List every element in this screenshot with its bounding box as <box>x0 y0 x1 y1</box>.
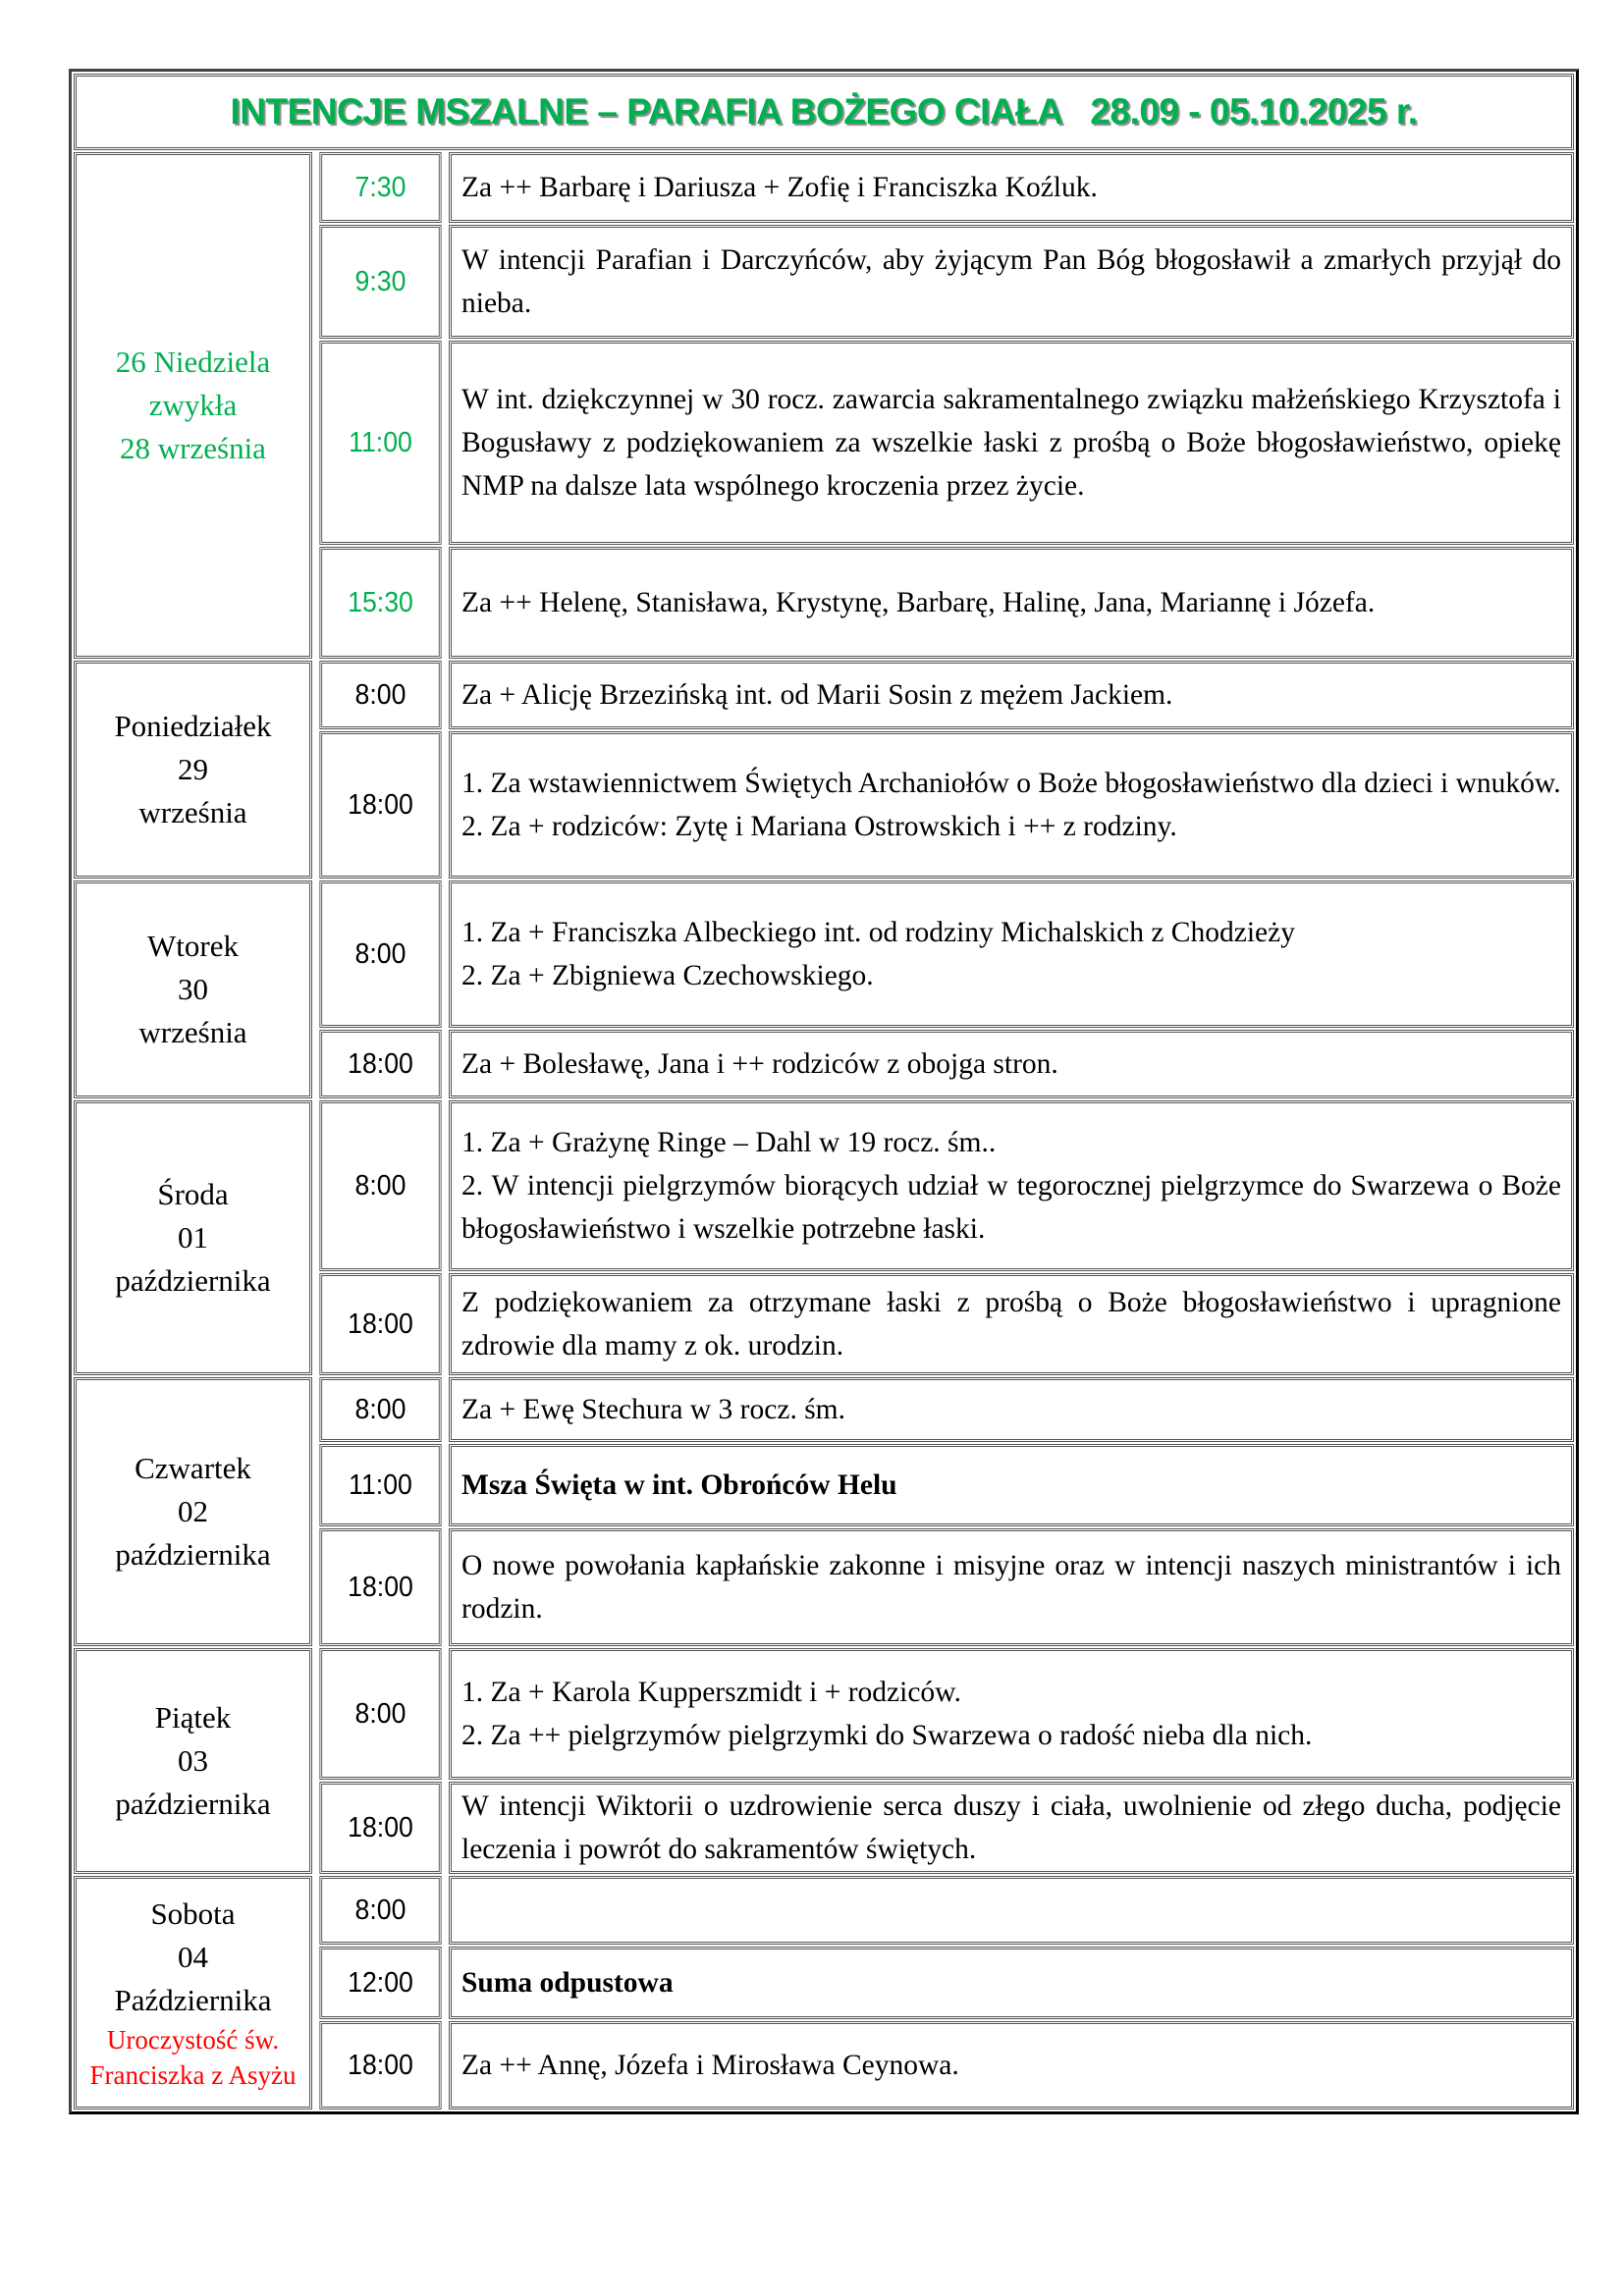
mass-intention: Za + Ewę Stechura w 3 rocz. śm. <box>449 1377 1574 1442</box>
mass-row <box>74 1100 1574 1271</box>
mass-row <box>74 661 1574 729</box>
day-label <box>74 1876 312 2109</box>
mass-time: 9:30 <box>319 225 441 339</box>
mass-intention: Za + Bolesławę, Jana i ++ rodziców z obojga stron. <box>449 1030 1574 1098</box>
intentions-sheet <box>69 69 1579 2114</box>
mass-intention <box>449 1648 1574 1780</box>
mass-time: 11:00 <box>319 341 441 545</box>
day-label-line: 03 <box>178 1743 208 1778</box>
day-label-line: Czwartek <box>135 1451 251 1485</box>
intention-item: 2. W intencji pielgrzymów biorących udział w tegorocznej pielgrzymce do Swarzewa o Boże błogosławieństwo i wszelkie potrzebne łaski. <box>461 1170 1561 1245</box>
day-label <box>74 661 312 879</box>
mass-time: 18:00 <box>319 1273 441 1375</box>
intention-item: 1. Za + Karola Kupperszmidt i + rodziców. <box>461 1677 961 1708</box>
intention-item: 1. Za + Franciszka Albeckiego int. od rodziny Michalskich z Chodzieży <box>461 917 1295 948</box>
intention-item: 2. Za + rodziców: Zytę i Mariana Ostrowskich i ++ z rodziny. <box>461 811 1177 842</box>
mass-time: 18:00 <box>319 1782 441 1874</box>
mass-intention <box>449 1100 1574 1271</box>
intention-item: 2. Za + Zbigniewa Czechowskiego. <box>461 960 874 991</box>
mass-intention: Za ++ Annę, Józefa i Mirosława Ceynowa. <box>449 2021 1574 2109</box>
mass-time: 11:00 <box>319 1444 441 1526</box>
day-label <box>74 1648 312 1874</box>
intentions-table <box>69 69 1579 2114</box>
day-label-line: września <box>138 1015 247 1049</box>
day-label-line: 28 września <box>120 431 266 465</box>
day-label-line: Piątek <box>154 1700 232 1735</box>
page-title: INTENCJE MSZALNE – PARAFIA BOŻEGO CIAŁA 28.09 - 05.10.2025 r. <box>74 74 1574 150</box>
mass-intention: Msza Święta w int. Obrońców Helu <box>449 1444 1574 1526</box>
day-label-line: Środa <box>157 1177 229 1211</box>
intention-item: 1. Za wstawiennictwem Świętych Archaniołów o Boże błogosławieństwo dla dzieci i wnuków. <box>461 768 1561 799</box>
mass-intention: W int. dziękczynnej w 30 rocz. zawarcia sakramentalnego związku małżeńskiego Krzysztofa i Bogusławy z podziękowaniem za wszelkie łaski z prośbą o Boże błogosławieństwo, opiekę NMP na dalsze lata wspólnego kroczenia przez życie. <box>449 341 1574 545</box>
day-label-line: października <box>115 1787 271 1821</box>
day-label-line: 30 <box>178 972 208 1006</box>
mass-time: 12:00 <box>319 1947 441 2019</box>
mass-time: 18:00 <box>319 1528 441 1646</box>
mass-time: 8:00 <box>319 661 441 729</box>
mass-intention: Za ++ Helenę, Stanisława, Krystynę, Barbarę, Halinę, Jana, Mariannę i Józefa. <box>449 547 1574 659</box>
mass-time: 8:00 <box>319 1648 441 1780</box>
mass-intention: Za + Alicję Brzezińską int. od Marii Sosin z mężem Jackiem. <box>449 661 1574 729</box>
mass-time: 18:00 <box>319 1030 441 1098</box>
day-label-line: Poniedziałek <box>114 709 272 743</box>
mass-intention <box>449 731 1574 879</box>
intention-item: 2. Za ++ pielgrzymów pielgrzymki do Swarzewa o radość nieba dla nich. <box>461 1720 1313 1751</box>
mass-time: 18:00 <box>319 731 441 879</box>
mass-intention: Za ++ Barbarę i Dariusza + Zofię i Franciszka Koźluk. <box>449 152 1574 223</box>
day-label-line: 26 Niedziela <box>115 345 271 379</box>
mass-intention: O nowe powołania kapłańskie zakonne i misyjne oraz w intencji naszych ministrantów i ich rodzin. <box>449 1528 1574 1646</box>
day-label-line: 01 <box>178 1220 208 1255</box>
mass-intention <box>449 881 1574 1028</box>
mass-row <box>74 881 1574 1028</box>
day-label-line: października <box>115 1263 271 1298</box>
day-label-line: 04 <box>178 1940 208 1974</box>
day-label-line: 02 <box>178 1494 208 1528</box>
mass-intention: W intencji Wiktorii o uzdrowienie serca duszy i ciała, uwolnienie od złego ducha, podjęcie leczenia i powrót do sakramentów świętych. <box>449 1782 1574 1874</box>
day-label-line: 29 <box>178 752 208 786</box>
mass-time: 7:30 <box>319 152 441 223</box>
mass-time: 18:00 <box>319 2021 441 2109</box>
mass-time: 8:00 <box>319 1377 441 1442</box>
day-label-line: Wtorek <box>147 929 239 963</box>
title-row <box>74 74 1574 150</box>
feast-label: Uroczystość św. Franciszka z Asyżu <box>89 2025 297 2090</box>
mass-time: 8:00 <box>319 1876 441 1945</box>
day-label-line: Sobota <box>150 1896 236 1931</box>
mass-intention: W intencji Parafian i Darczyńców, aby żyjącym Pan Bóg błogosławił a zmarłych przyjął do nieba. <box>449 225 1574 339</box>
mass-time: 8:00 <box>319 881 441 1028</box>
mass-time: 8:00 <box>319 1100 441 1271</box>
day-label-line: września <box>138 795 247 829</box>
day-label-line: Października <box>114 1983 272 2017</box>
day-label <box>74 881 312 1098</box>
mass-intention: Z podziękowaniem za otrzymane łaski z prośbą o Boże błogosławieństwo i upragnione zdrowie dla mamy z ok. urodzin. <box>449 1273 1574 1375</box>
day-label <box>74 1377 312 1646</box>
day-label-line: zwykła <box>148 388 238 422</box>
mass-intention: Suma odpustowa <box>449 1947 1574 2019</box>
mass-row <box>74 1377 1574 1442</box>
intention-item: 1. Za + Grażynę Ringe – Dahl w 19 rocz. śm.. <box>461 1127 997 1158</box>
mass-row <box>74 1648 1574 1780</box>
day-label-line: października <box>115 1537 271 1572</box>
mass-row <box>74 152 1574 223</box>
day-label <box>74 1100 312 1375</box>
mass-row <box>74 1876 1574 1945</box>
mass-time: 15:30 <box>319 547 441 659</box>
day-label <box>74 152 312 659</box>
mass-intention <box>449 1876 1574 1945</box>
